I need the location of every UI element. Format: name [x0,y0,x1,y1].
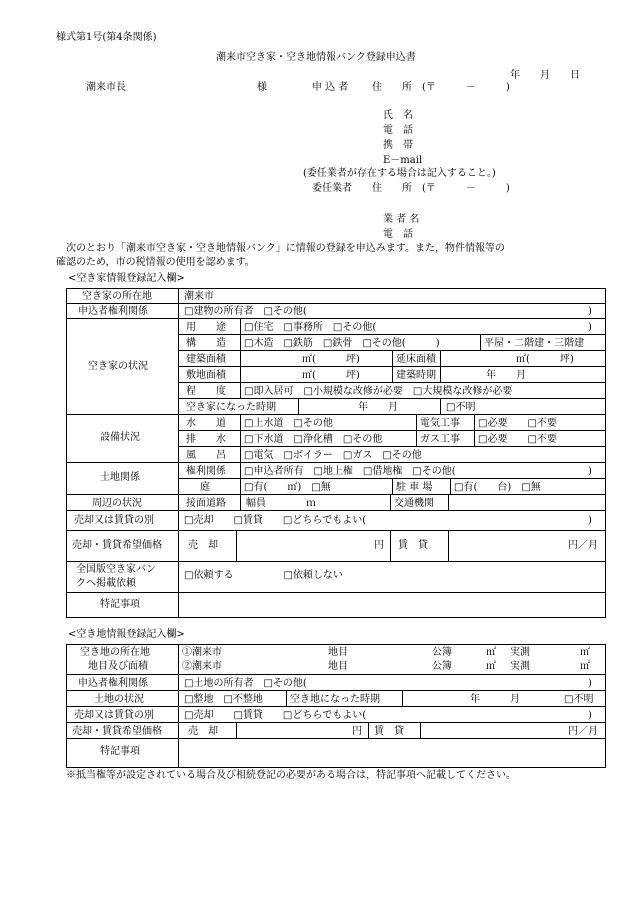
rent-price-label: 賃 貸 [398,540,428,551]
akichi-rent-price-unit: 円／月 [568,726,598,737]
parking-label: 駐 車 場 [396,482,433,493]
surroundings-label: 周辺の状況 [92,498,142,509]
form-title: 潮来市空き家・空き地情報バンク登録申込書 [216,52,416,63]
akiya-section-title: <空き家情報登録記入欄> [68,273,185,284]
akichi-rent-price-label: 賃 貸 [374,726,404,737]
akichi-rights-options[interactable]: □土地の所有者 □その他( [184,678,307,689]
built-field[interactable]: 年 月 [486,370,526,381]
akichi-kobo-unit-2: ㎡ [486,661,496,672]
akichi-jissoku-unit-1: ㎡ [580,647,590,658]
floor-area-label: 延床面積 [396,354,436,365]
paren-close: ) [588,466,592,477]
akichi-location-1[interactable]: ①潮来市 [182,647,222,658]
akichi-jissoku-1: 実測 [510,647,530,658]
vacant-since-field[interactable]: 年 月 [358,402,398,413]
akichi-sale-type-options[interactable]: □売却 □賃貸 □どちらでもよい( [184,710,367,721]
applicant-postal-field[interactable]: (〒 － ) [422,82,510,93]
water-label: 水 道 [186,418,226,429]
rent-price-unit: 円／月 [568,540,598,551]
paren-close: ) [588,306,592,317]
applicant-mobile-label: 携 帯 [383,140,413,151]
akichi-sale-price-unit: 円 [352,726,362,737]
applicant-email-label: E－mail [383,155,423,166]
land-rights-label: 権利関係 [186,466,226,477]
building-area-field[interactable]: ㎡( 坪) [302,354,360,365]
facilities-label: 設備状況 [100,432,140,443]
akiya-notes-label: 特記事項 [100,599,140,610]
delegate-label: 委任業者 [312,183,352,194]
addressee-suffix: 様 [257,82,267,93]
structure-options[interactable]: □木造 □鉄筋 □鉄骨 □その他( ) [244,338,440,349]
akichi-vacant-since-field[interactable]: 年 月 [470,694,520,705]
applicant-address-label: 住 所 [372,82,412,93]
gas-label: ガス工事 [420,434,460,445]
drain-label: 排 水 [186,434,226,445]
national-bank-label-2: クへ掲載依頼 [76,578,136,589]
structure-label: 構 造 [186,338,226,349]
akichi-location-2[interactable]: ②潮来市 [182,661,222,672]
site-area-label: 敷地面積 [186,370,226,381]
national-bank-options[interactable]: □依頼する □依頼しない [184,570,343,581]
company-name-label: 業 者 名 [383,214,420,225]
paren-close: ) [588,678,592,689]
akichi-kobo-1: 公簿 [432,647,452,658]
akiya-location-label: 空き家の所在地 [82,291,152,302]
akichi-jissoku-unit-2: ㎡ [580,661,590,672]
paren-close: ) [588,710,592,721]
akichi-section-title: <空き地情報登録記入欄> [68,629,185,640]
akichi-price-label: 売却・賃貸希望価格 [72,726,162,737]
garden-label: 庭 [200,482,210,493]
price-label: 売却・賃貸希望価格 [72,540,162,551]
degree-label: 程 度 [186,386,226,397]
delegate-address-label: 住 所 [372,183,412,194]
akiya-rights-label: 申込者権利関係 [78,306,148,317]
floors-options[interactable]: 平屋・二階建・三階建 [484,338,584,349]
vacant-since-label: 空き家になった時期 [186,402,276,413]
akichi-chimoku-1: 地目 [328,647,348,658]
akichi-rights-label: 申込者権利関係 [78,678,148,689]
akichi-unknown-checkbox[interactable]: □不明 [564,694,594,705]
akichi-status-label: 土地の状況 [94,694,144,705]
akiya-status-label: 空き家の状況 [88,361,148,372]
road-label: 接面道路 [186,498,226,509]
electric-label: 電気工事 [420,418,460,429]
akichi-kobo-unit-1: ㎡ [486,647,496,658]
site-area-field[interactable]: ㎡( 坪) [302,370,360,381]
akiya-rights-options[interactable]: □建物の所有者 □その他( [184,306,307,317]
land-rights-options[interactable]: □申込者所有 □地上権 □借地権 □その他( [244,466,456,477]
form-number: 様式第1号(第4条関係) [56,32,157,43]
paren-close: ) [588,515,592,526]
akichi-area-label: 地目及び面積 [88,661,148,672]
sale-price-label: 売 却 [188,540,218,551]
electric-options[interactable]: □必要 □不要 [478,418,557,429]
applicant-phone-label: 電 話 [383,125,413,136]
sale-type-label: 売却又は賃貸の別 [74,515,154,526]
bath-options[interactable]: □電気 □ボイラー □ガス □その他 [244,450,422,461]
intro-line-1: 次のとおり「潮来市空き家・空き地情報バンク」に情報の登録を申込みます。また，物件情報等の [56,243,505,254]
akichi-sale-price-label: 売 却 [188,726,218,737]
akichi-jissoku-2: 実測 [510,661,530,672]
bath-label: 風 呂 [186,450,226,461]
akichi-chimoku-2: 地目 [328,661,348,672]
built-label: 建築時期 [396,370,436,381]
delegate-note: (委任業者が存在する場合は記入すること。) [303,168,496,179]
akichi-sale-type-label: 売却又は賃貸の別 [74,710,154,721]
vacant-unknown-checkbox[interactable]: □不明 [446,402,476,413]
akiya-location-field[interactable]: 潮来市 [184,291,214,302]
national-bank-label-1: 全国版空き家バン [76,564,156,575]
land-label: 土地関係 [100,472,140,483]
drain-options[interactable]: □下水道 □浄化槽 □その他 [244,434,383,445]
floor-area-field[interactable]: ㎡( 坪) [516,354,574,365]
akichi-status-options[interactable]: □整地 □不整地 [184,694,263,705]
garden-options[interactable]: □有( ㎡) □無 [244,482,331,493]
applicant-name-label: 氏 名 [383,110,413,121]
applicant-label: 申 込 者 [312,82,349,93]
delegate-postal-field[interactable]: (〒 － ) [422,183,510,194]
akichi-vacant-since-label: 空き地になった時期 [290,694,380,705]
building-area-label: 建築面積 [186,354,226,365]
water-options[interactable]: □上水道 □その他 [244,418,333,429]
degree-options[interactable]: □即入居可 □小規模な改修が必要 □大規模な改修が必要 [244,386,513,397]
use-options[interactable]: □住宅 □事務所 □その他( [244,322,377,333]
akichi-kobo-2: 公簿 [432,661,452,672]
footnote: ※抵当権等が設定されている場合及び相続登記の必要がある場合は，特記事項へ記載してください。 [66,770,516,781]
intro-line-2: 確認のため，市の税情報の使用を認めます。 [56,257,255,268]
company-phone-label: 電 話 [383,229,413,240]
date-field[interactable]: 年 月 日 [510,70,580,81]
akichi-notes-label: 特記事項 [100,746,140,757]
addressee: 潮来市長 [86,82,126,93]
gas-options[interactable]: □必要 □不要 [478,434,557,445]
akichi-location-label: 空き地の所在地 [80,647,150,658]
sale-type-options[interactable]: □売却 □賃貸 □どちらでもよい( [184,515,367,526]
paren-close: ) [588,322,592,333]
use-label: 用 途 [186,322,226,333]
parking-options[interactable]: □有( 台) □無 [454,482,541,493]
road-width-field[interactable]: 幅員 ｍ [246,498,316,509]
sale-price-unit: 円 [374,540,384,551]
transit-label: 交通機関 [394,498,434,509]
